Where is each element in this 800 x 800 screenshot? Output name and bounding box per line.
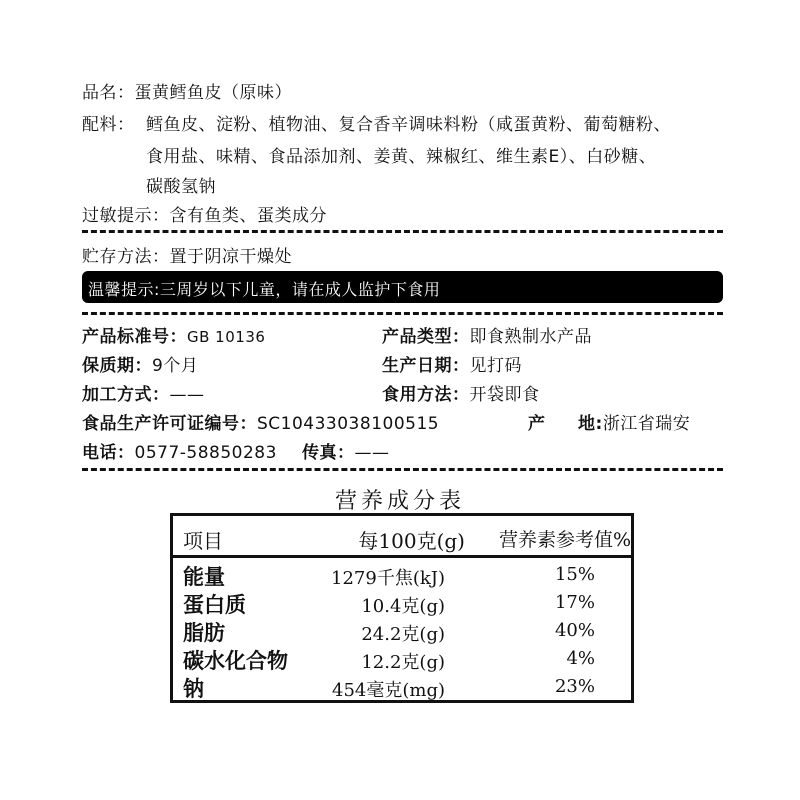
origin-row — [578, 409, 690, 434]
process-value: —— — [169, 385, 205, 405]
divider-2 — [82, 312, 723, 315]
allergen-text: 含有鱼类、蛋类成分 — [169, 206, 327, 226]
nutrition-table — [170, 513, 634, 703]
storage-text: 置于阴凉干燥处 — [169, 247, 292, 267]
fax-row — [302, 438, 390, 463]
row-name: 钠 — [183, 677, 204, 701]
origin-label-a: 产 — [528, 414, 546, 434]
product-name: 蛋黄鳕鱼皮（原味） — [134, 83, 292, 103]
row-amount: 10.4克(g) — [361, 596, 445, 617]
fax-value: —— — [354, 443, 390, 463]
origin-label-b: 地: — [578, 414, 603, 434]
nutrition-title: 营养成分表 — [334, 489, 465, 514]
product-name-label: 品名： — [82, 83, 135, 103]
warning-banner: 温馨提示:三周岁以下儿童，请在成人监护下食用 — [82, 271, 723, 303]
process-row — [82, 380, 205, 405]
type-value: 即食熟制水产品 — [469, 327, 592, 347]
row-nrv: 23% — [554, 676, 595, 697]
phone-row — [82, 438, 277, 463]
process-label: 加工方式： — [82, 385, 170, 405]
date-value: 见打码 — [469, 356, 522, 376]
date-label: 生产日期： — [382, 356, 470, 376]
ingredients-line-3: 碳酸氢钠 — [146, 177, 216, 197]
row-nrv: 15% — [554, 564, 595, 585]
row-name: 蛋白质 — [183, 593, 246, 617]
row-nrv: 4% — [566, 648, 595, 669]
origin-value: 浙江省瑞安 — [602, 414, 691, 434]
header-nrv: 营养素参考值% — [498, 529, 631, 551]
date-row — [382, 351, 522, 376]
row-name: 脂肪 — [183, 621, 225, 645]
divider-3 — [82, 468, 723, 471]
license-label: 食品生产许可证编号： — [82, 414, 257, 434]
ingredients-line-1: 鳕鱼皮、淀粉、植物油、复合香辛调味料粉（咸蛋黄粉、葡萄糖粉、 — [146, 115, 671, 135]
allergen-label: 过敏提示： — [82, 206, 170, 226]
type-row — [382, 322, 592, 347]
row-name: 碳水化合物 — [183, 649, 288, 673]
row-nrv: 40% — [554, 620, 595, 641]
usage-label: 食用方法： — [382, 385, 470, 405]
header-item: 项目 — [183, 529, 223, 553]
type-label: 产品类型： — [382, 327, 470, 347]
shelf-value: 9个月 — [152, 356, 199, 376]
storage-row — [82, 242, 292, 267]
standard-value: GB 10136 — [187, 328, 266, 346]
allergen-row — [82, 201, 327, 226]
license-row — [82, 409, 439, 434]
row-name: 能量 — [183, 565, 225, 589]
row-amount: 12.2克(g) — [361, 652, 445, 673]
phone-label: 电话： — [82, 443, 135, 463]
usage-row — [382, 380, 540, 405]
row-amount: 1279千焦(kJ) — [331, 568, 445, 589]
header-per100g: 每100克(g) — [358, 529, 465, 553]
ingredients-label: 配料： — [82, 115, 135, 135]
fax-label: 传真： — [302, 443, 355, 463]
nutrition-header — [173, 516, 631, 558]
standard-row — [82, 322, 265, 347]
product-name-row — [82, 78, 292, 103]
shelf-row — [82, 351, 198, 376]
row-amount: 24.2克(g) — [361, 624, 445, 645]
row-nrv: 17% — [554, 592, 595, 613]
divider-1 — [82, 230, 723, 233]
storage-label: 贮存方法： — [82, 247, 170, 267]
ingredients-line-2: 食用盐、味精、食品添加剂、姜黄、辣椒红、维生素E）、白砂糖、 — [146, 147, 657, 167]
usage-value: 开袋即食 — [469, 385, 540, 405]
license-value: SC10433038100515 — [257, 414, 440, 434]
standard-label: 产品标准号： — [82, 327, 187, 347]
shelf-label: 保质期： — [82, 356, 152, 376]
phone-value: 0577-58850283 — [134, 443, 277, 463]
row-amount: 454毫克(mg) — [332, 680, 445, 701]
